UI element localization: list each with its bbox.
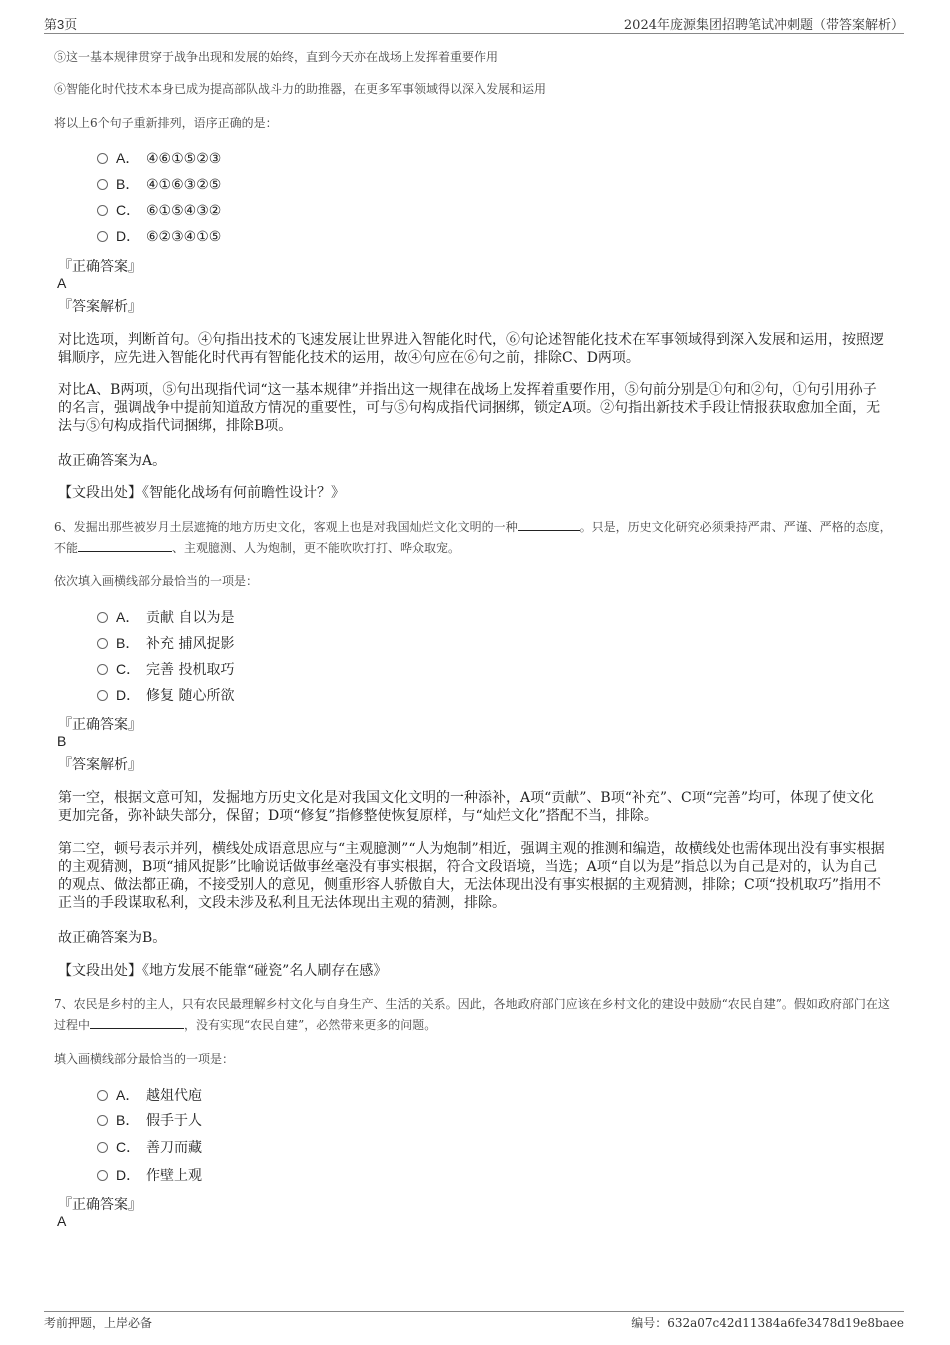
option-c[interactable]: C． ⑥①⑤④③② <box>97 200 221 220</box>
question-prompt: 将以上6个句子重新排列，语序正确的是： <box>54 116 278 130</box>
analysis-paragraph: 第二空，顿号表示并列，横线处成语意思应与“主观臆测”“人为炮制”相近，强调主观的推测和编造，故横线处也需体现出没有事实根据的主观猜测，B项“捕风捉影”比喻说话做事丝毫没有事实根据，符合文段语境，当选；A项“自以为是”指总以为自己是对的，认为自己的观点、做法都正确，不接受别人的意见，侧重形容人骄傲自大，无法体现出没有事实根据的主观猜测，排除；C项“投机取巧”指用不正当的手段谋取私利，文段未涉及私利且无法体现出主观的猜测，排除。 <box>58 841 885 911</box>
analysis-paragraph: 对比选项，判断首句。④句指出技术的飞速发展让世界进入智能化时代，⑥句论述智能化技术在军事领域得到深入发展和运用，按照逻辑顺序，应先进入智能化时代再有智能化技术的运用，故④句应在⑥句之前，排除C、D两项。 <box>58 332 884 366</box>
option-b[interactable]: B． 补充 捕风捉影 <box>97 633 234 653</box>
answer-label: 『正确答案』 <box>58 717 142 733</box>
analysis-paragraph: 第一空，根据文意可知，发掘地方历史文化是对我国文化文明的一种添补，A项“贡献”、B项“补充”、C项“完善”均可，体现了使文化更加完备，弥补缺失部分，保留；D项“修复”指修整使恢复原样，与“灿烂文化”搭配不当，排除。 <box>58 790 875 824</box>
blank-line <box>90 1016 184 1029</box>
footer-slogan: 考前押题，上岸必备 <box>44 1316 153 1330</box>
document-title: 2024年庞源集团招聘笔试冲刺题（带答案解析） <box>623 18 904 33</box>
page-number: 第3页 <box>44 17 78 32</box>
option-d[interactable]: D． ⑥②③④①⑤ <box>97 226 221 246</box>
analysis-label: 『答案解析』 <box>58 757 142 773</box>
analysis-conclusion: 故正确答案为A。 <box>58 453 167 469</box>
footer-divider <box>44 1311 904 1312</box>
header-divider <box>44 33 904 34</box>
radio-icon[interactable] <box>97 612 108 623</box>
blank-line <box>78 539 172 552</box>
sentence-5: ⑤这一基本规律贯穿于战争出现和发展的始终，直到今天亦在战场上发挥着重要作用 <box>54 50 499 64</box>
question-7-text: 7、农民是乡村的主人，只有农民最理解乡村文化与自身生产、生活的关系。因此，各地政府部门应该在乡村文化的建设中鼓励“农民自建”。假如政府部门在这过程中 ，没有实现“农民自建”，必然带来更多的问题。 <box>54 997 890 1032</box>
option-a[interactable]: A． ④⑥①⑤②③ <box>97 148 221 168</box>
question-prompt: 填入画横线部分最恰当的一项是： <box>54 1052 235 1066</box>
answer-value: A <box>57 1213 67 1229</box>
answer-value: B <box>57 733 67 749</box>
option-c[interactable]: C． 善刀而藏 <box>97 1137 202 1157</box>
analysis-label: 『答案解析』 <box>58 299 142 315</box>
source-citation: 【文段出处】《地方发展不能靠“碰瓷”名人刷存在感》 <box>58 963 388 979</box>
option-b[interactable]: B． 假手于人 <box>97 1110 202 1130</box>
option-c[interactable]: C． 完善 投机取巧 <box>97 659 234 679</box>
radio-icon[interactable] <box>97 1090 108 1101</box>
radio-icon[interactable] <box>97 1170 108 1181</box>
radio-icon[interactable] <box>97 1115 108 1126</box>
radio-icon[interactable] <box>97 231 108 242</box>
radio-icon[interactable] <box>97 690 108 701</box>
analysis-paragraph: 对比A、B两项，⑤句出现指代词“这一基本规律”并指出这一规律在战场上发挥着重要作用，⑤句前分别是①句和②句，①句引用孙子的名言，强调战争中提前知道敌方情况的重要性，可与⑤句构成指代词捆绑，锁定A项。②句指出新技术手段让情报获取愈加全面，无法与⑤句构成指代词捆绑，排除B项。 <box>58 382 881 434</box>
option-a[interactable]: A． 越俎代庖 <box>97 1085 202 1105</box>
radio-icon[interactable] <box>97 205 108 216</box>
option-d[interactable]: D． 作壁上观 <box>97 1165 202 1185</box>
blank-line <box>518 518 580 531</box>
option-a[interactable]: A． 贡献 自以为是 <box>97 607 234 627</box>
radio-icon[interactable] <box>97 1142 108 1153</box>
answer-label: 『正确答案』 <box>58 1197 142 1213</box>
answer-label: 『正确答案』 <box>58 259 142 275</box>
document-id: 编号：632a07c42d11384a6fe3478d19e8baee <box>631 1316 904 1330</box>
question-6-text: 6、发掘出那些被岁月土层遮掩的地方历史文化，客观上也是对我国灿烂文化文明的一种 。只是，历史文化研究必须秉持严肃、严谨、严格的态度，不能 、主观臆测、人为炮制，更不能吹吹打打、哗众取宠。 <box>54 520 892 555</box>
source-citation: 【文段出处】《智能化战场有何前瞻性设计？》 <box>58 485 345 501</box>
option-d[interactable]: D． 修复 随心所欲 <box>97 685 234 705</box>
radio-icon[interactable] <box>97 664 108 675</box>
analysis-conclusion: 故正确答案为B。 <box>58 930 167 946</box>
option-b[interactable]: B． ④①⑥③②⑤ <box>97 174 221 194</box>
radio-icon[interactable] <box>97 638 108 649</box>
radio-icon[interactable] <box>97 153 108 164</box>
question-prompt: 依次填入画横线部分最恰当的一项是： <box>54 574 259 588</box>
sentence-6: ⑥智能化时代技术本身已成为提高部队战斗力的助推器，在更多军事领域得以深入发展和运用 <box>54 82 547 96</box>
answer-value: A <box>57 275 67 291</box>
radio-icon[interactable] <box>97 179 108 190</box>
